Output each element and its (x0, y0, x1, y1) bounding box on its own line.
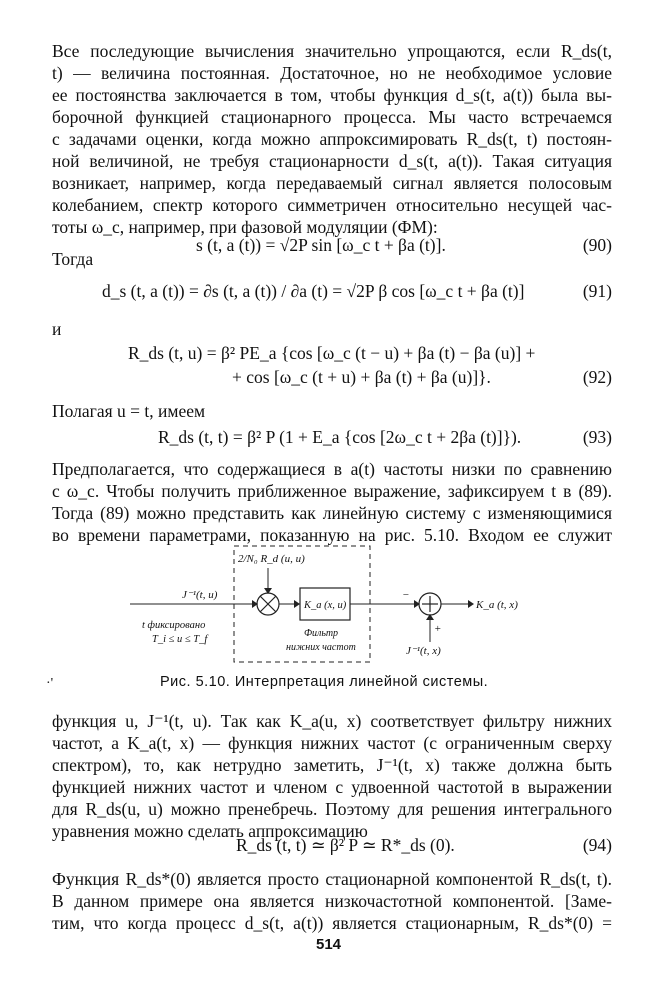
text-line: Тогда (89) можно представить как линейную систему с изменяющимися (52, 503, 612, 523)
figure-caption: Рис. 5.10. Интерпретация линейной системы. (160, 674, 489, 690)
paragraph-3 (52, 710, 612, 842)
word-togda: Тогда (52, 249, 94, 269)
equation-93: R_ds (t, t) = β² P (1 + E_a {cos [2ω_c t + 2βa (t)]}). (158, 427, 522, 447)
added-input-label: J⁻¹(t, x) (406, 645, 441, 657)
arrowhead-icon (294, 600, 300, 608)
equation-number-93: (93) (582, 427, 612, 447)
arrowhead-icon (468, 600, 474, 608)
output-label: K_a (t, x) (476, 599, 518, 611)
text-line: Все последующие вычисления значительно упрощаются, если R_ds(t, (52, 41, 612, 61)
text-line: борочной функцией стационарного процесса. Мы часто встречаемся (52, 107, 612, 127)
text-line: тим, что когда процесс d_s(t, a(t)) является стационарным, R_ds*(0) = (52, 913, 612, 933)
text-line: функция u, J⁻¹(t, u). Так как K_a(u, x) соответствует фильтру нижних (52, 711, 612, 731)
paragraph-1 (52, 40, 612, 238)
text-line: для R_ds(u, u) можно пренебречь. Поэтому для решения интегрального (52, 799, 612, 819)
text-line: ее постоянства заключается в том, чтобы функция d_s(t, a(t)) была вы- (52, 85, 612, 105)
minus-sign: − (402, 589, 410, 601)
plus-sign: + (434, 623, 442, 635)
equation-92-line-2: + cos [ω_c (t + u) + βa (t) + βa (u)]}. (232, 367, 491, 387)
text-line: частот, а K_a(t, x) — функция нижних частот (с ограниченным сверху (52, 733, 612, 753)
text-line: В данном примере она является низкочастотной компонентой. [Заме- (52, 891, 612, 911)
text-line: с ω_c. Чтобы получить приближенное выражение, зафиксируем t в (89). (52, 481, 612, 501)
filter-label: K_a (x, u) (304, 600, 347, 611)
text-line: уравнения можно сделать аппроксимацию (52, 821, 368, 841)
text-line: Функция R_ds*(0) является просто стационарной компонентой R_ds(t, t). (52, 869, 612, 889)
text-line: тоты ω_c, например, при фазовой модуляции (ФМ): (52, 217, 438, 237)
text-line: ной величиной, не требуя стационарности d_s(t, a(t)). Такая ситуация (52, 151, 612, 171)
fixed-label: t фиксировано (142, 620, 206, 631)
equation-92-line-1: R_ds (t, u) = β² PE_a {cos [ω_c (t − u) + βa (t) − βa (u)] + (128, 343, 536, 363)
filter-name-2: нижних частот (286, 642, 356, 653)
equation-90: s (t, a (t)) = √2P sin [ω_c t + βa (t)]. (196, 235, 446, 255)
text-line: с задачами оценки, когда можно аппроксимировать R_ds(t, t) постоян- (52, 129, 612, 149)
equation-number-92: (92) (582, 367, 612, 387)
text-line: спектром), то, как нетрудно заметить, J⁻¹(t, x) также должна быть (52, 755, 612, 775)
text-line: во времени параметрами, показанную на рис. 5.10. Входом ее служит (52, 525, 612, 545)
paragraph-4 (52, 868, 612, 934)
equation-94: R_ds (t, t) ≃ β² P ≃ R*_ds (0). (236, 835, 455, 855)
page-number: 514 (316, 936, 342, 953)
paragraph-2 (52, 458, 612, 546)
stray-mark: ·' (46, 676, 54, 691)
text-line: колебанием, спектр которого симметричен относительно несущей час- (52, 195, 612, 215)
text-line: Предполагается, что содержащиеся в a(t) частоты низки по сравнению (52, 459, 612, 479)
word-i: и (52, 319, 62, 339)
gain-label: 2/N₀ R_d (u, u) (238, 553, 305, 565)
range-label: T_i ≤ u ≤ T_f (152, 634, 208, 645)
equation-91: d_s (t, a (t)) = ∂s (t, a (t)) / ∂a (t) = √2P β cos [ω_c t + βa (t)] (102, 281, 525, 301)
equation-number-91: (91) (582, 281, 612, 301)
text-line: функцией нижних частот и членом с удвоенной частотой в выражении (52, 777, 612, 797)
text-polagaya: Полагая u = t, имеем (52, 401, 206, 421)
equation-number-94: (94) (582, 835, 612, 855)
equation-number-90: (90) (582, 235, 612, 255)
input-label: J⁻¹(t, u) (182, 589, 218, 601)
text-line: возникает, например, когда передаваемый сигнал является полосовым (52, 173, 612, 193)
text-line: t) — величина постоянная. Достаточное, но не необходимое условие (52, 63, 612, 83)
block-diagram-figure (120, 542, 540, 682)
filter-name-1: Фильтр (304, 628, 339, 639)
